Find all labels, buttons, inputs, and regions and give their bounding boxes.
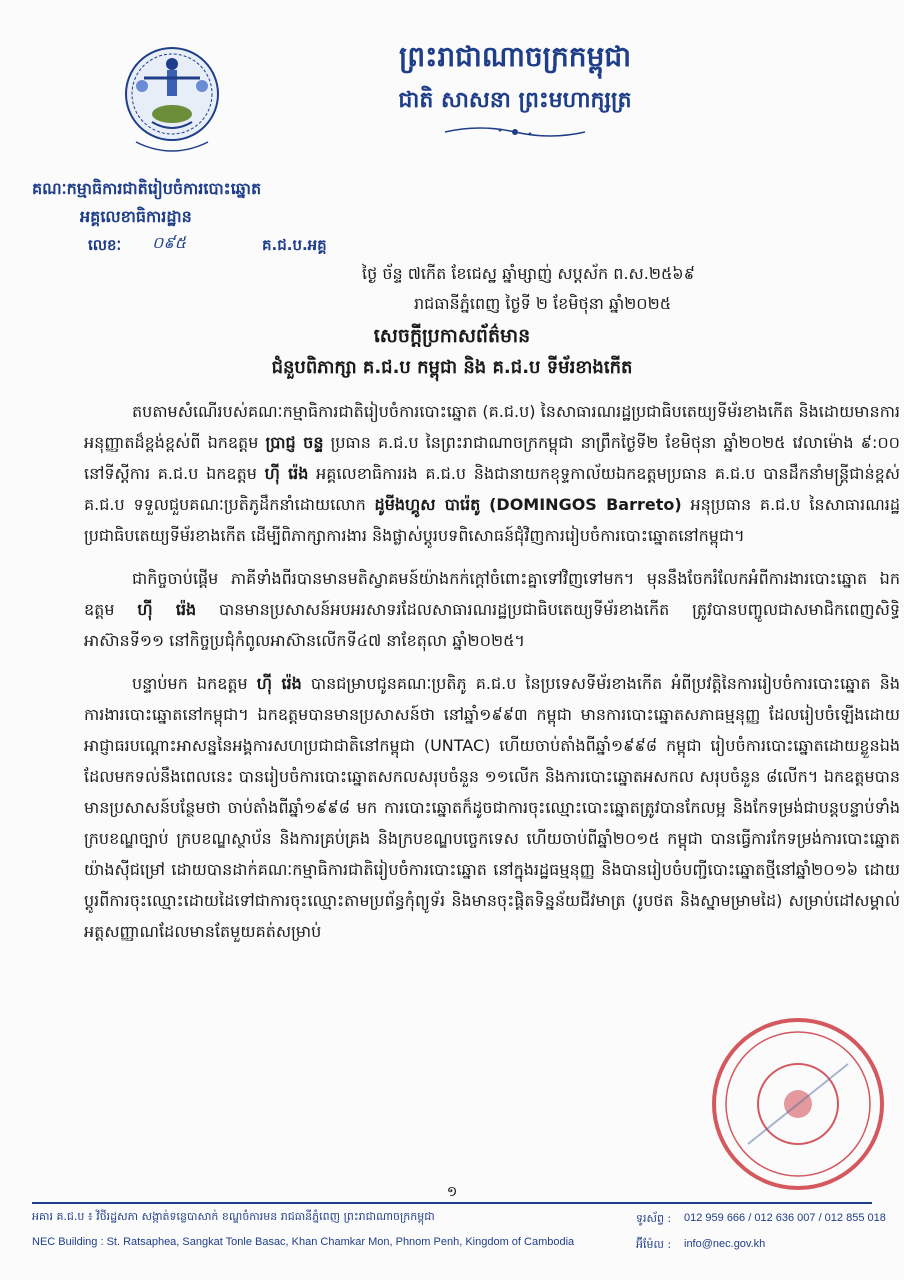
ornament-icon: [440, 124, 590, 140]
reference-number: ០៩៥: [152, 233, 186, 252]
reference-label: លេខៈ: [88, 236, 122, 254]
reference-code: គ.ជ.ប.អគ្គ: [262, 236, 327, 254]
address-english: NEC Building : St. Ratsaphea, Sangkat Tonle Basac, Khan Chamkar Mon, Phnom Penh, Kingdom of Cambodia: [32, 1236, 575, 1248]
kingdom-heading: ព្រះរាជាណាចក្រកម្ពុជា: [398, 40, 631, 73]
phone-numbers: 012 959 666 / 012 636 007 / 012 855 018: [684, 1212, 886, 1224]
email-label: អ៊ីម៉ែល :: [636, 1238, 672, 1251]
lunar-date: ថ្ងៃ ច័ន្ទ ៧កើត ខែជេស្ឋ ឆ្នាំម្សាញ់ សប្តស័ក ព.ស.២៥៦៩: [362, 264, 695, 283]
footer-divider: [32, 1202, 872, 1204]
document-title: សេចក្តីប្រកាសព័ត៌មាន: [373, 325, 531, 347]
organization-name: គណៈកម្មាធិការជាតិរៀបចំការបោះឆ្នោត: [32, 179, 262, 198]
paragraph-3: បន្ទាប់មក ឯកឧត្តម ហ៊ី រ៉េង បានជម្រាបជូនគណៈប្រតិភូ គ.ជ.ប នៃប្រទេសទីម័រខាងកើត អំពីប្រវត្តិនៃការរៀបចំការបោះឆ្នោត និងការងារបោះឆ្នោតនៅកម្ពុជា។ ឯកឧត្តមបានមានប្រសាសន៍ថា នៅឆ្នាំ១៩៩៣ កម្ពុជា មានការបោះឆ្នោតសភាធម្មនុញ្ញ ដែលរៀបចំឡើងដោយអាជ្ញាធរបណ្តោះអាសន្ននៃអង្គការសហប្រជាជាតិនៅកម្ពុជា (UNTAC) ហើយចាប់តាំងពីឆ្នាំ១៩៩៨ កម្ពុជា រៀបចំការបោះឆ្នោតដោយខ្លួនឯង ដែលមកទល់នឹងពេលនេះ បានរៀបចំការបោះឆ្នោតសកលសរុបចំនួន ១១លើក និងការបោះឆ្នោតអសកល សរុបចំនួន ៨លើក។ ឯកឧត្តមបានមានប្រសាសន៍បន្ថែមថា ចាប់តាំងពីឆ្នាំ១៩៩៨ មក ការបោះឆ្នោតក៏ដូចជាការចុះឈ្មោះបោះឆ្នោតត្រូវបានកែលម្អ និងកែទម្រង់ជាបន្តបន្ទាប់ទាំងក្របខណ្ឌច្បាប់ ក្របខណ្ឌស្ថាប័ន និងការគ្រប់គ្រង និងក្របខណ្ឌបច្ចេកទេស ហើយចាប់ពីឆ្នាំ២០១៥ កម្ពុជា បានធ្វើការកែទម្រង់ការបោះឆ្នោតយ៉ាងស៊ីជម្រៅ ដោយបានដាក់គណៈកម្មាធិការជាតិរៀបចំការបោះឆ្នោត នៅក្នុងរដ្ឋធម្មនុញ្ញ និងបានរៀបចំបញ្ជីបោះឆ្នោតថ្មីនៅឆ្នាំ២០១៦ ដោយប្តូរពីការចុះឈ្មោះដោយដៃទៅជាការចុះឈ្មោះតាមប្រព័ន្ធកុំព្យូទ័រ និងមានចុះផ្តិតទិន្នន័យជីវមាត្រ (រូបថត និងស្នាមម្រាមដៃ) សម្រាប់ដៅសម្គាល់អត្តសញ្ញាណដែលមានតែមួយគត់សម្រាប់: [84, 674, 900, 941]
document-body: [84, 396, 900, 959]
page-number: ១: [446, 1184, 458, 1200]
document-subtitle: ជំនួបពិភាក្សា គ.ជ.ប កម្ពុជា និង គ.ជ.ប ទីម័រខាងកើត: [271, 357, 633, 378]
national-motto: ជាតិ សាសនា ព្រះមហាក្សត្រ: [398, 87, 632, 113]
person-name: ប្រាជ្ញ ចន្ទ: [265, 433, 324, 452]
nec-emblem-icon: [122, 38, 222, 168]
paragraph-2: ជាកិច្ចចាប់ផ្តើម ភាគីទាំងពីរបានមានមតិស្វាគមន៍យ៉ាងកក់ក្តៅចំពោះគ្នាទៅវិញទៅមក។ មុននឹងចែករំលែកអំពីការងារបោះឆ្នោត ឯកឧត្តម ហ៊ី រ៉េង បានមានប្រសាសន៍អបអរសាទរដែលសាធារណរដ្ឋប្រជាធិបតេយ្យទីម័រខាងកើត ត្រូវបានបញ្ចូលជាសមាជិកពេញសិទ្ធិអាស៊ានទី១១ នៅកិច្ចប្រជុំកំពូលអាស៊ានលើកទី៤៧ នាខែតុលា ឆ្នាំ២០២៥។: [84, 569, 900, 650]
phone-label: ទូរស័ព្ទ :: [636, 1212, 672, 1225]
person-name: ហ៊ី រ៉េង: [256, 674, 302, 693]
official-seal-icon: [708, 1014, 888, 1194]
person-name-english: (DOMINGOS Barreto): [489, 495, 682, 514]
person-name: ហ៊ី រ៉េង: [137, 600, 197, 619]
person-name: ហ៊ី រ៉េង: [264, 464, 309, 483]
address-khmer: អគារ គ.ជ.ប ៖ វិថីរដ្ឋសភា សង្កាត់ទន្លេបាសាក់ ខណ្ឌចំការមន រាជធានីភ្នំពេញ ព្រះរាជាណាចក្រកម្ពុជា: [32, 1210, 435, 1223]
solar-date: រាជធានីភ្នំពេញ ថ្ងៃទី ២ ខែមិថុនា ឆ្នាំ២០២៥: [414, 294, 672, 313]
department-name: អគ្គលេខាធិការដ្ឋាន: [80, 207, 192, 226]
person-name: ដូមីងហ្គូស បារ៉េតូ: [374, 495, 481, 514]
paragraph-1: តបតាមសំណើរបស់គណៈកម្មាធិការជាតិរៀបចំការបោះឆ្នោត (គ.ជ.ប) នៃសាធារណរដ្ឋប្រជាធិបតេយ្យទីម័រខាងកើត និងដោយមានការអនុញ្ញាតដ៏ខ្ពង់ខ្ពស់ពី ឯកឧត្តម ប្រាជ្ញ ចន្ទ ប្រធាន គ.ជ.ប នៃព្រះរាជាណាចក្រកម្ពុជា នាព្រឹកថ្ងៃទី២ ខែមិថុនា ឆ្នាំ២០២៥ វេលាម៉ោង ៩:០០ នៅទីស្តីការ គ.ជ.ប ឯកឧត្តម ហ៊ី រ៉េង អគ្គលេខាធិការរង គ.ជ.ប និងជានាយកខុទ្ទកាល័យឯកឧត្តមប្រធាន គ.ជ.ប បានដឹកនាំមន្ត្រីជាន់ខ្ពស់ គ.ជ.ប ទទួលជួបគណៈប្រតិភូដឹកនាំដោយលោក ដូមីងហ្គូស បារ៉េតូ (DOMINGOS Barreto) អនុប្រធាន គ.ជ.ប នៃសាធារណរដ្ឋប្រជាធិបតេយ្យទីម័រខាងកើត ដើម្បីពិភាក្សាការងារ និងផ្លាស់ប្តូរបទពិសោធន៍ជុំវិញការរៀបចំការបោះឆ្នោតនៅកម្ពុជា។: [84, 402, 901, 545]
email-link[interactable]: info@nec.gov.kh: [684, 1238, 766, 1250]
